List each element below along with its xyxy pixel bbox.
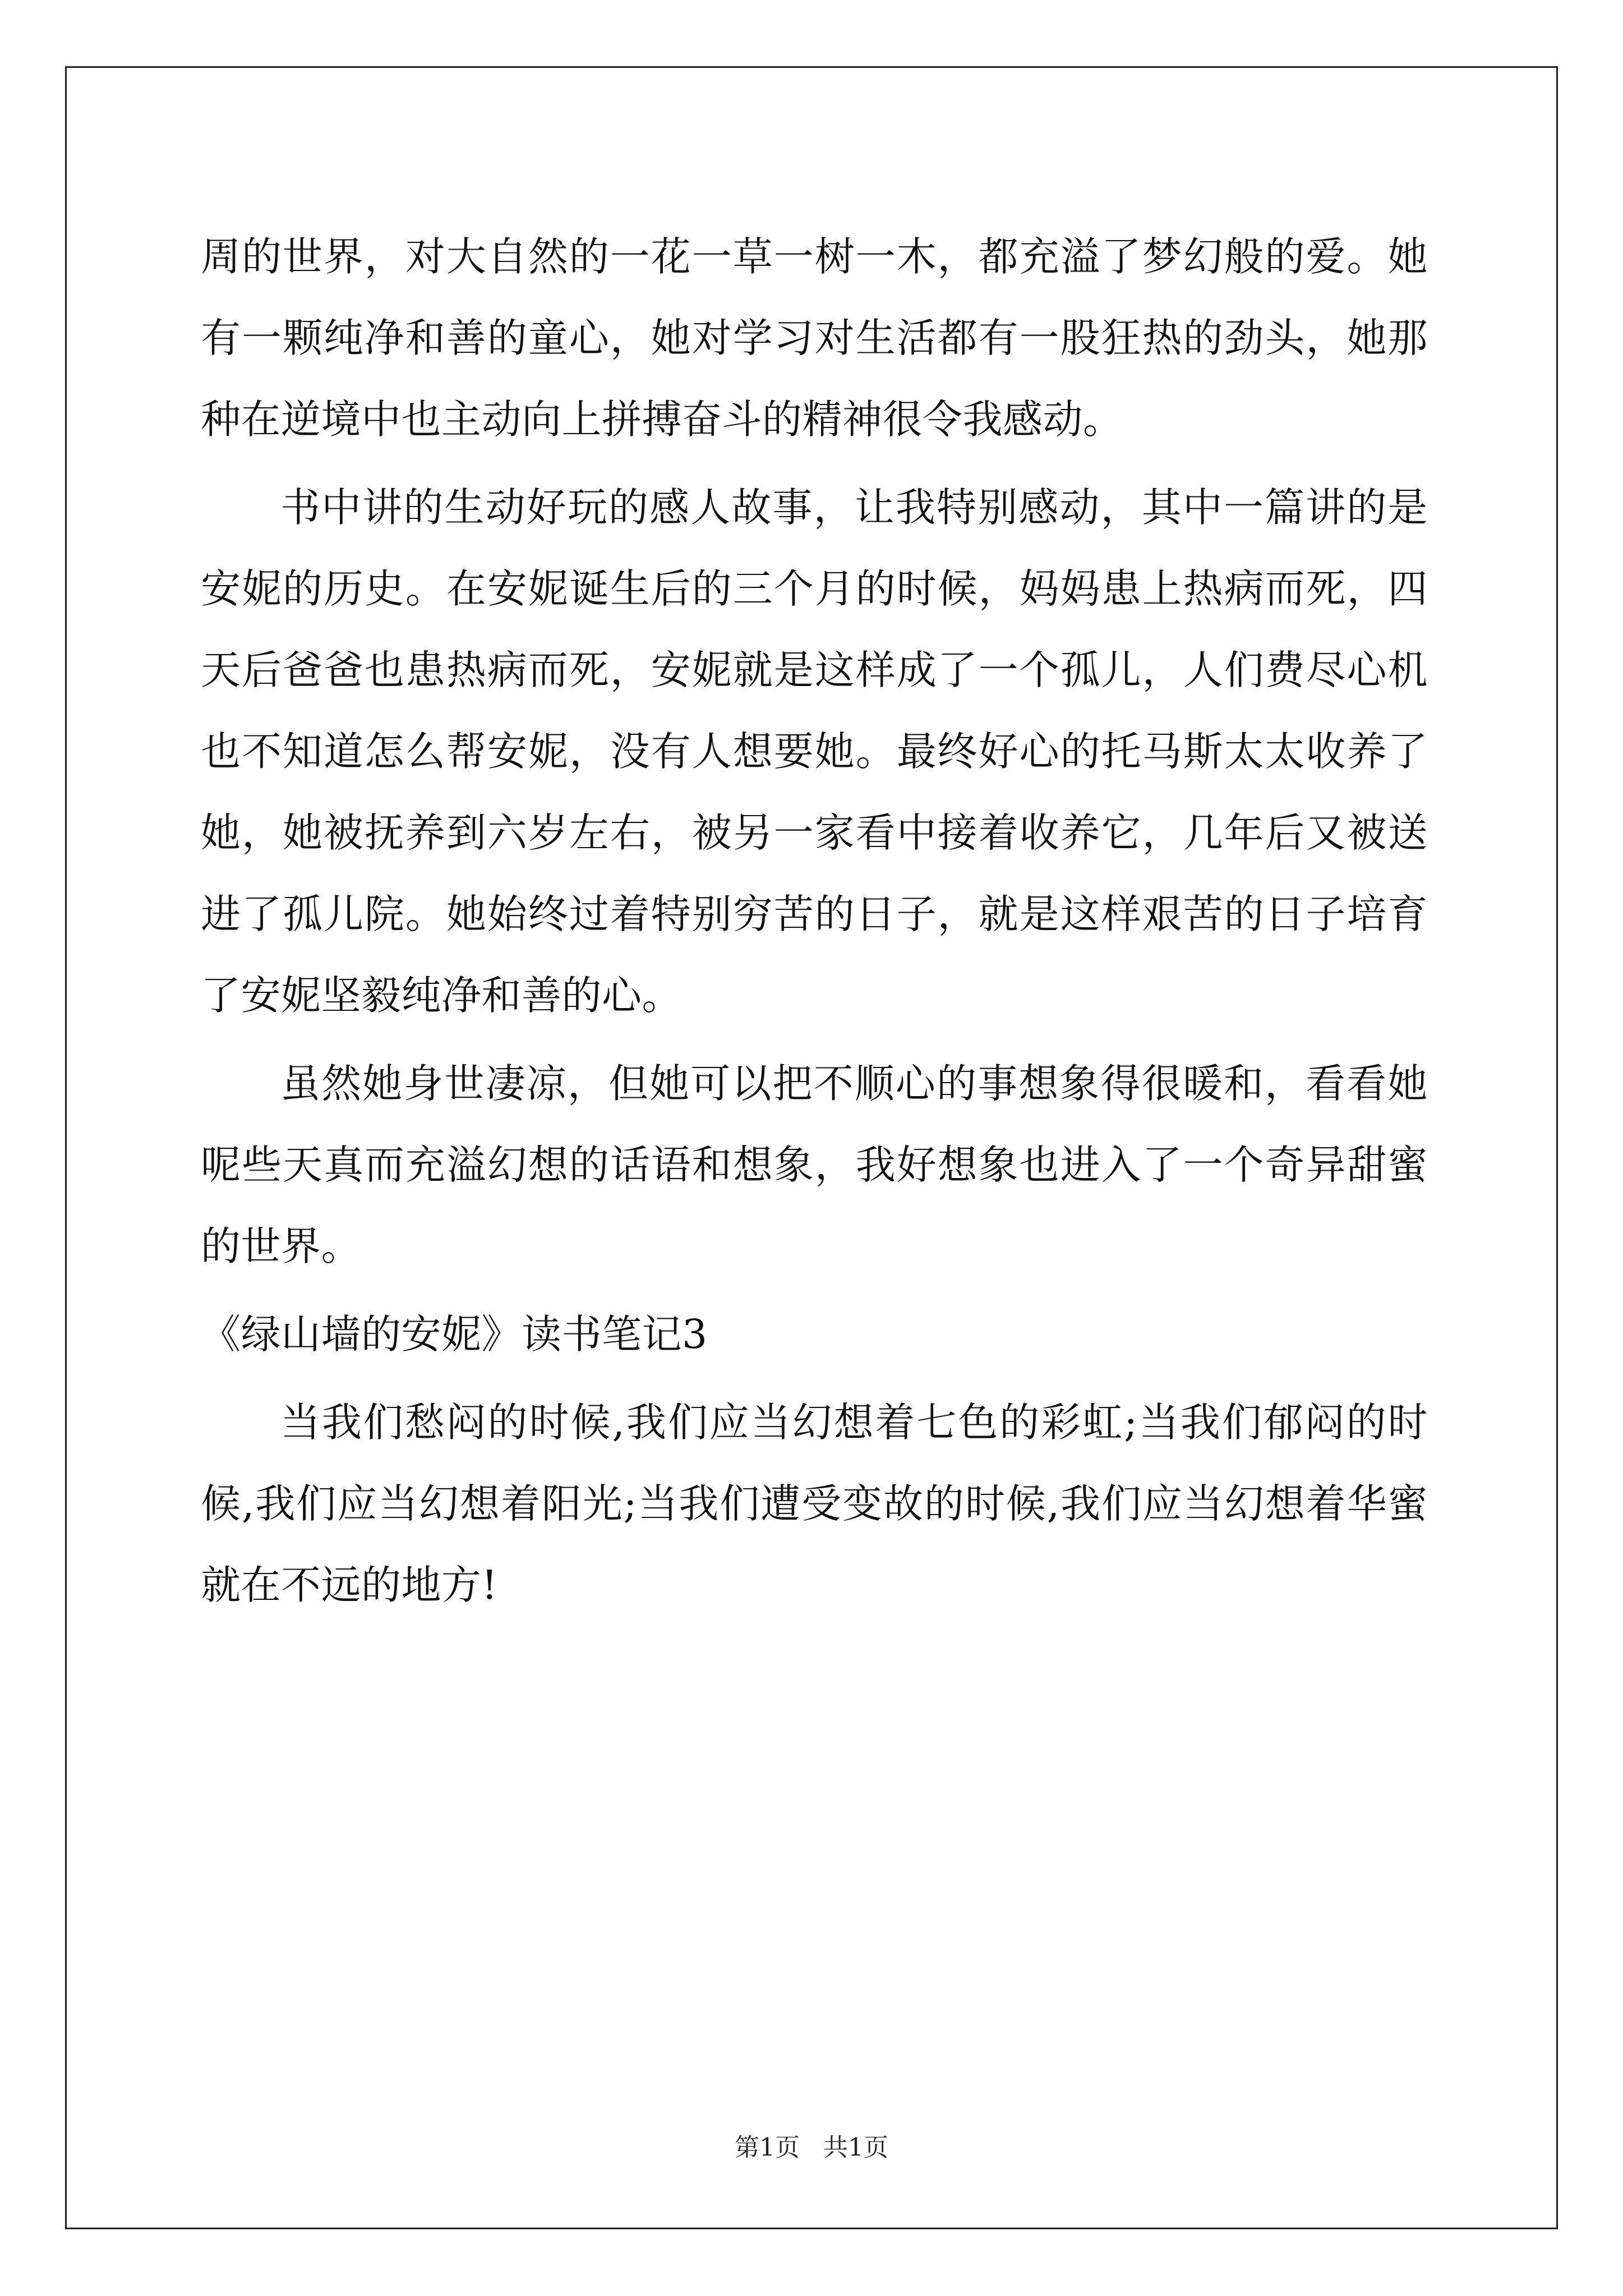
- page-number: 第1页: [735, 2133, 800, 2162]
- paragraph-1: 周的世界，对大自然的一花一草一树一木，都充溢了梦幻般的爱。她有一颗纯净和善的童心，她对学习对生活都有一股狂热的劲头，她那种在逆境中也主动向上拼搏奋斗的精神很令我感动。: [201, 233, 1428, 443]
- page-footer: [0, 2127, 1623, 2163]
- paragraph-4: 当我们愁闷的时候,我们应当幻想着七色的彩虹;当我们郁闷的时候,我们应当幻想着阳光;当我们遭受变故的时候,我们应当幻想着华蜜就在不远的地方!: [201, 1399, 1428, 1608]
- paragraph-2: 书中讲的生动好玩的感人故事，让我特别感动，其中一篇讲的是安妮的历史。在安妮诞生后的三个月的时候，妈妈患上热病而死，四天后爸爸也患热病而死，安妮就是这样成了一个孤儿，人们费尽心机也不知道怎么帮安妮，没有人想要她。最终好心的托马斯太太收养了她，她被抚养到六岁左右，被另一家看中接着收养它，几年后又被送进了孤儿院。她始终过着特别穷苦的日子，就是这样艰苦的日子培育了安妮坚毅纯净和善的心。: [201, 484, 1428, 1019]
- page-total: 共1页: [823, 2133, 888, 2162]
- document-body: [201, 216, 1428, 1632]
- paragraph-3: 虽然她身世凄凉，但她可以把不顺心的事想象得很暖和，看看她呢些天真而充溢幻想的话语和想象，我好想象也进入了一个奇异甜蜜的世界。: [201, 1060, 1428, 1269]
- section-heading: 《绿山墙的安妮》读书笔记3: [201, 1311, 708, 1358]
